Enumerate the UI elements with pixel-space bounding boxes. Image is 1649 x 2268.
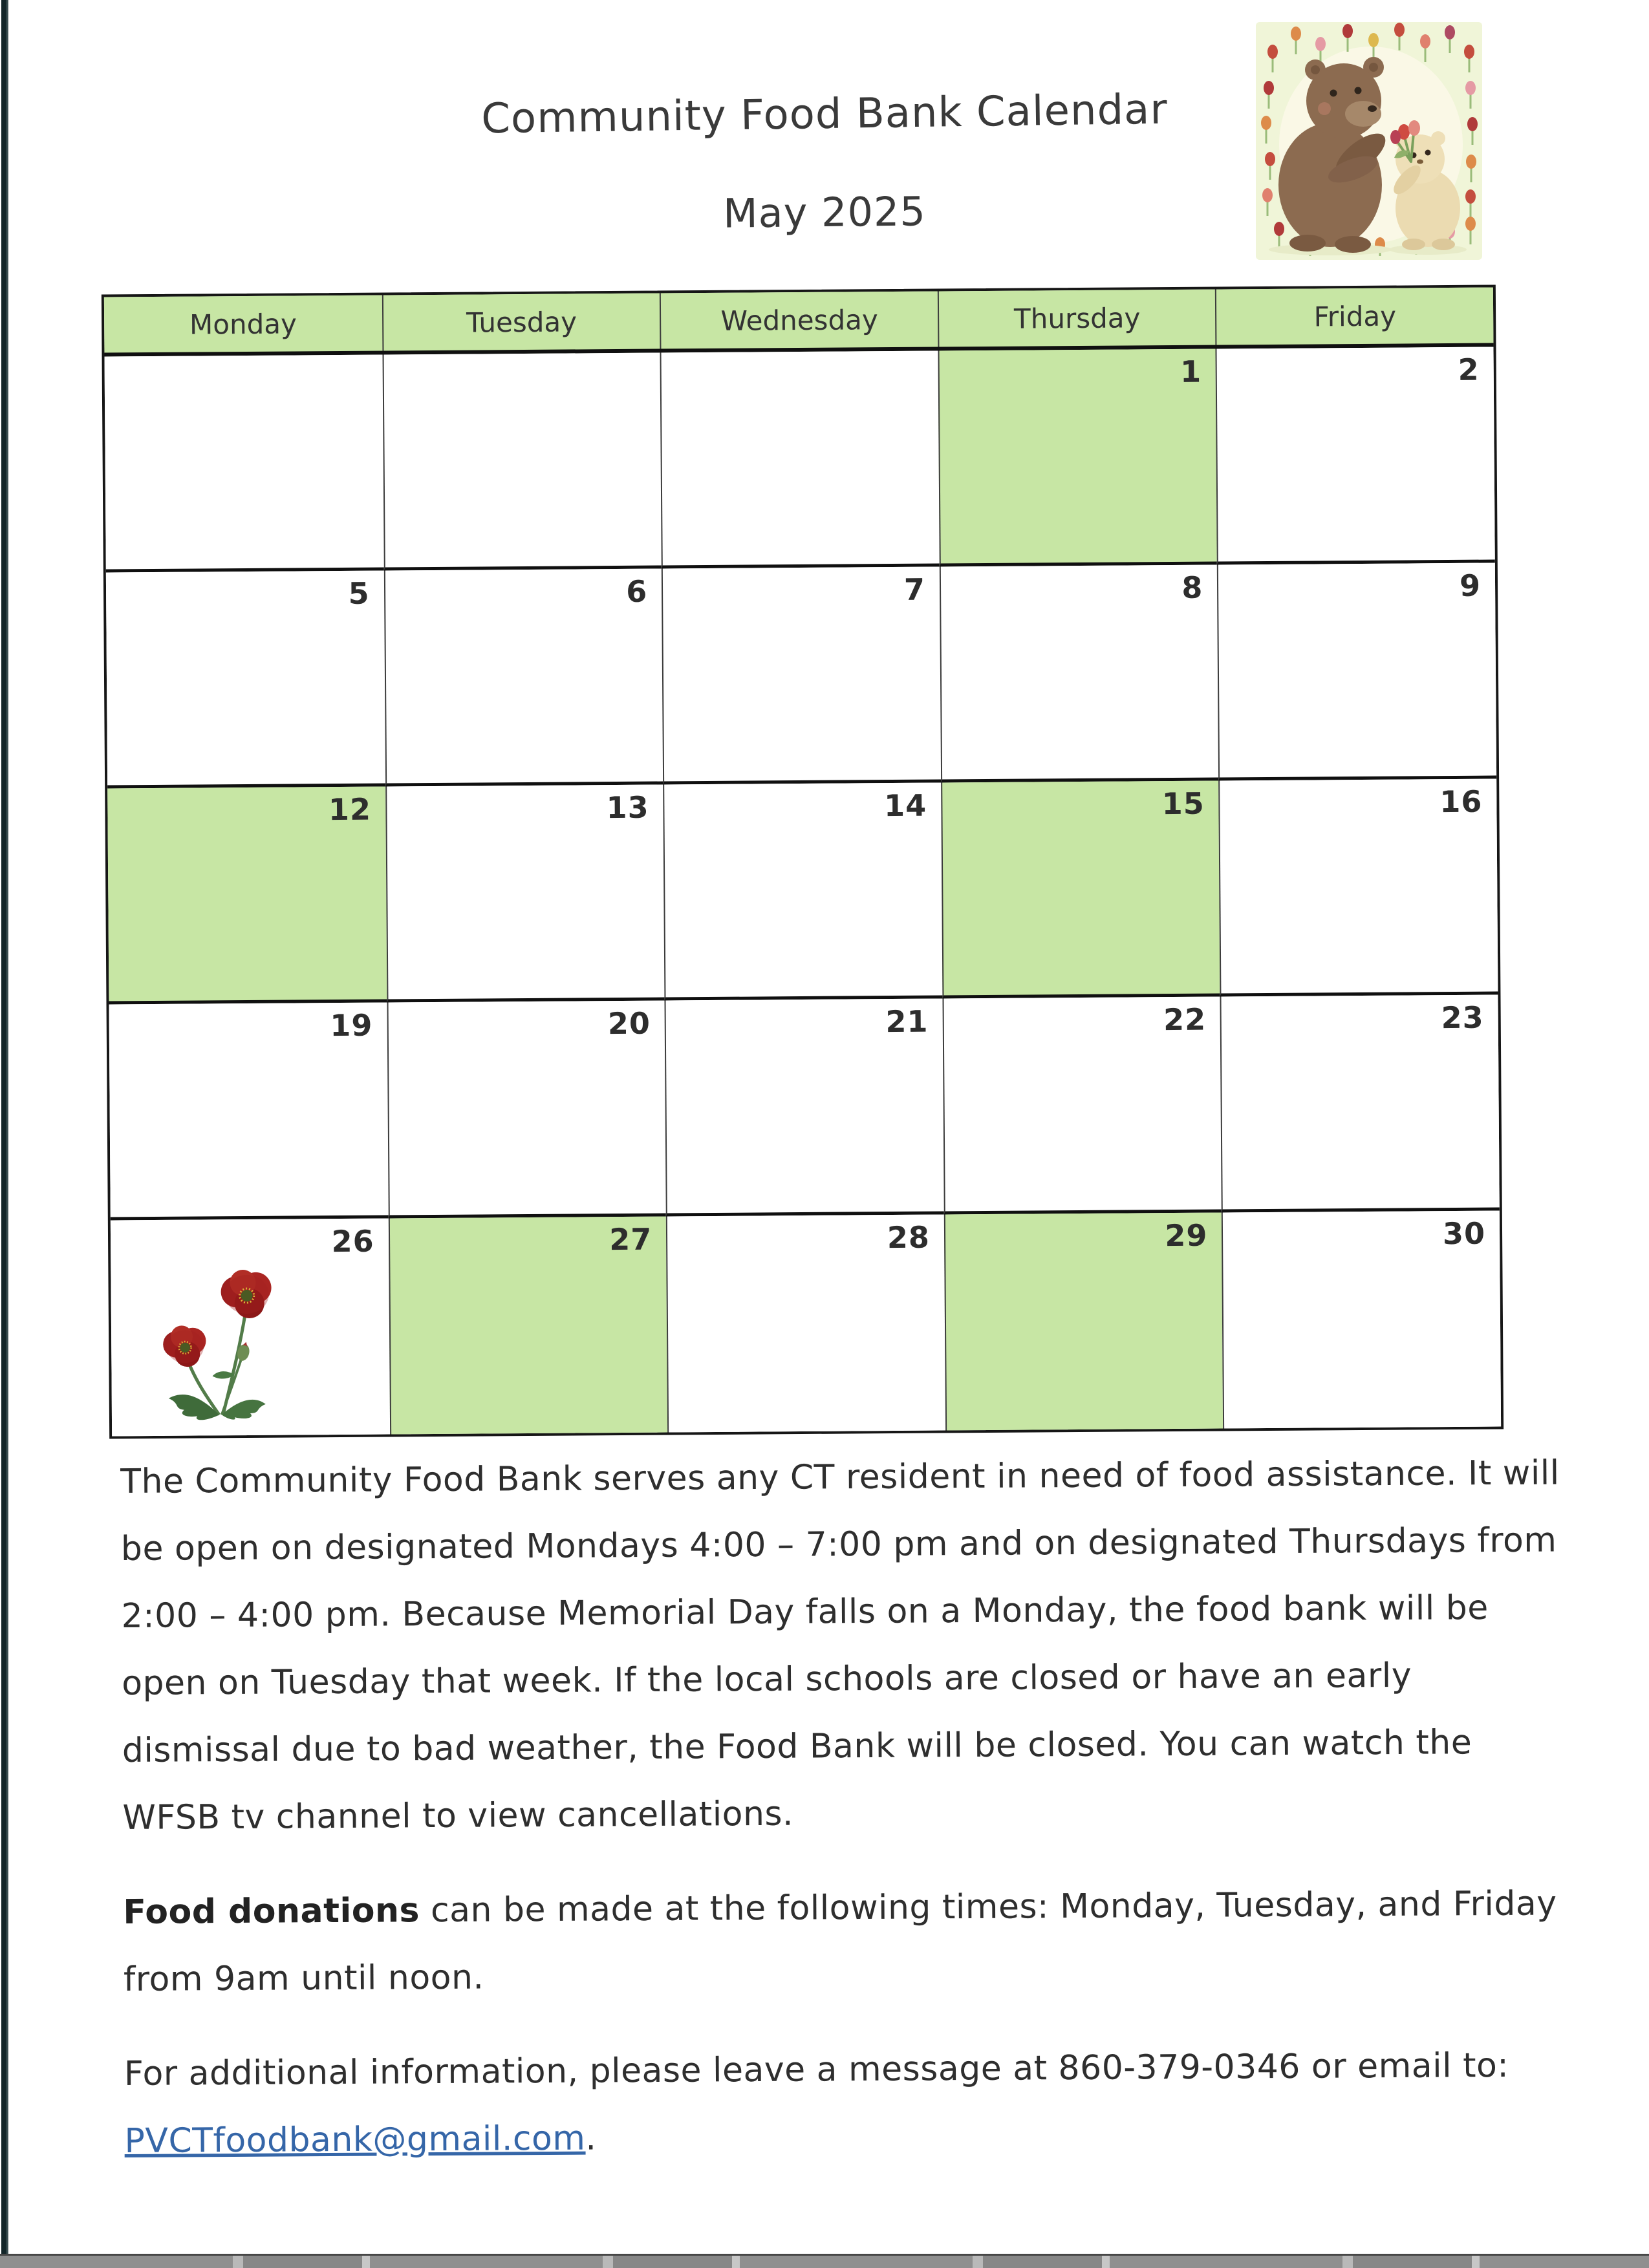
notes-section <box>120 1439 1572 2202</box>
weekday-header-thursday: Thursday <box>938 290 1216 347</box>
day-number: 12 <box>328 791 372 828</box>
bears-illustration <box>1256 22 1482 260</box>
day-cell-16 <box>1219 779 1498 997</box>
page-title: Community Food Bank Calendar <box>480 85 1169 144</box>
weekday-header-friday: Friday <box>1215 288 1493 345</box>
day-number: 5 <box>348 575 370 611</box>
day-number: 20 <box>607 1005 651 1042</box>
day-cell-9 <box>1217 563 1496 781</box>
day-cell-1 <box>938 349 1217 567</box>
day-cell-21 <box>665 998 944 1216</box>
day-cell-14 <box>663 783 942 1001</box>
day-cell-13 <box>385 785 665 1003</box>
day-cell-26 <box>111 1218 390 1436</box>
day-number: 23 <box>1441 1000 1484 1036</box>
notes-paragraph-contact: For additional information, please leave a message at 860-379-0346 or email to: PVCTfoodbank@gmail.com. <box>124 2046 1509 2161</box>
day-cell-empty <box>382 353 662 571</box>
day-cell-empty <box>105 355 384 573</box>
day-number: 22 <box>1163 1001 1207 1038</box>
donations-label: Food donations <box>123 1891 420 1932</box>
day-number: 28 <box>887 1219 931 1256</box>
email-link[interactable]: PVCTfoodbank@gmail.com <box>124 2119 586 2161</box>
day-cell-29 <box>944 1212 1223 1430</box>
contact-text: For additional information, please leave a message at 860-379-0346 or email to: <box>124 2046 1509 2093</box>
day-cell-12 <box>107 787 387 1005</box>
day-number: 2 <box>1458 352 1480 387</box>
calendar-weekday-header-row <box>104 288 1494 357</box>
day-cell-20 <box>387 1000 666 1218</box>
day-cell-23 <box>1220 994 1500 1212</box>
page-subtitle: May 2025 <box>722 187 927 237</box>
day-number: 1 <box>1180 354 1202 389</box>
day-cell-19 <box>109 1002 389 1220</box>
day-number: 26 <box>331 1223 374 1259</box>
day-number: 8 <box>1181 570 1203 605</box>
day-number: 21 <box>885 1003 929 1040</box>
day-cell-22 <box>942 996 1222 1214</box>
day-cell-2 <box>1216 347 1495 565</box>
day-cell-7 <box>662 567 941 785</box>
day-number: 27 <box>609 1221 652 1257</box>
day-number: 14 <box>883 787 927 824</box>
weekday-header-monday: Monday <box>189 307 297 341</box>
day-cell-5 <box>106 571 385 789</box>
calendar-grid <box>105 347 1502 1437</box>
day-cell-8 <box>940 565 1219 783</box>
day-cell-28 <box>666 1214 945 1432</box>
weekday-header-tuesday: Tuesday <box>382 294 660 351</box>
day-number: 19 <box>330 1007 373 1043</box>
poppy-illustration <box>120 1247 315 1424</box>
day-number: 13 <box>606 789 649 826</box>
day-number: 30 <box>1442 1215 1486 1252</box>
day-cell-15 <box>941 781 1220 999</box>
calendar <box>102 284 1503 1439</box>
day-cell-27 <box>388 1216 667 1434</box>
day-number: 15 <box>1161 786 1205 822</box>
scanner-edge-artifact-bottom <box>0 2254 1649 2268</box>
day-cell-6 <box>383 569 663 787</box>
day-number: 6 <box>626 573 648 609</box>
day-number: 16 <box>1439 784 1483 820</box>
notes-paragraph-hours: The Community Food Bank serves any CT resident in need of food assistance. It will be open on designated Mondays 4:00 – 7:00 pm and on designated Thursdays from 2:00 – 4:00 pm. Because Memorial Day falls on a Monday, the food bank will be open on Tuesday that week. If the local schools are closed or have an early dismissal due to bad weather, the Food Bank will be closed. You can watch the WFSB tv channel to view cancellations. <box>120 1453 1560 1837</box>
weekday-header-wednesday: Wednesday <box>660 292 938 349</box>
day-number: 9 <box>1459 568 1482 603</box>
day-cell-30 <box>1222 1210 1501 1428</box>
scanner-edge-artifact-left <box>0 0 10 2268</box>
day-number: 29 <box>1165 1217 1208 1254</box>
day-number: 7 <box>903 572 926 607</box>
day-cell-empty <box>660 351 940 569</box>
notes-paragraph-donations: Food donations can be made at the following times: Monday, Tuesday, and Friday from 9am until noon. <box>123 1884 1557 1999</box>
